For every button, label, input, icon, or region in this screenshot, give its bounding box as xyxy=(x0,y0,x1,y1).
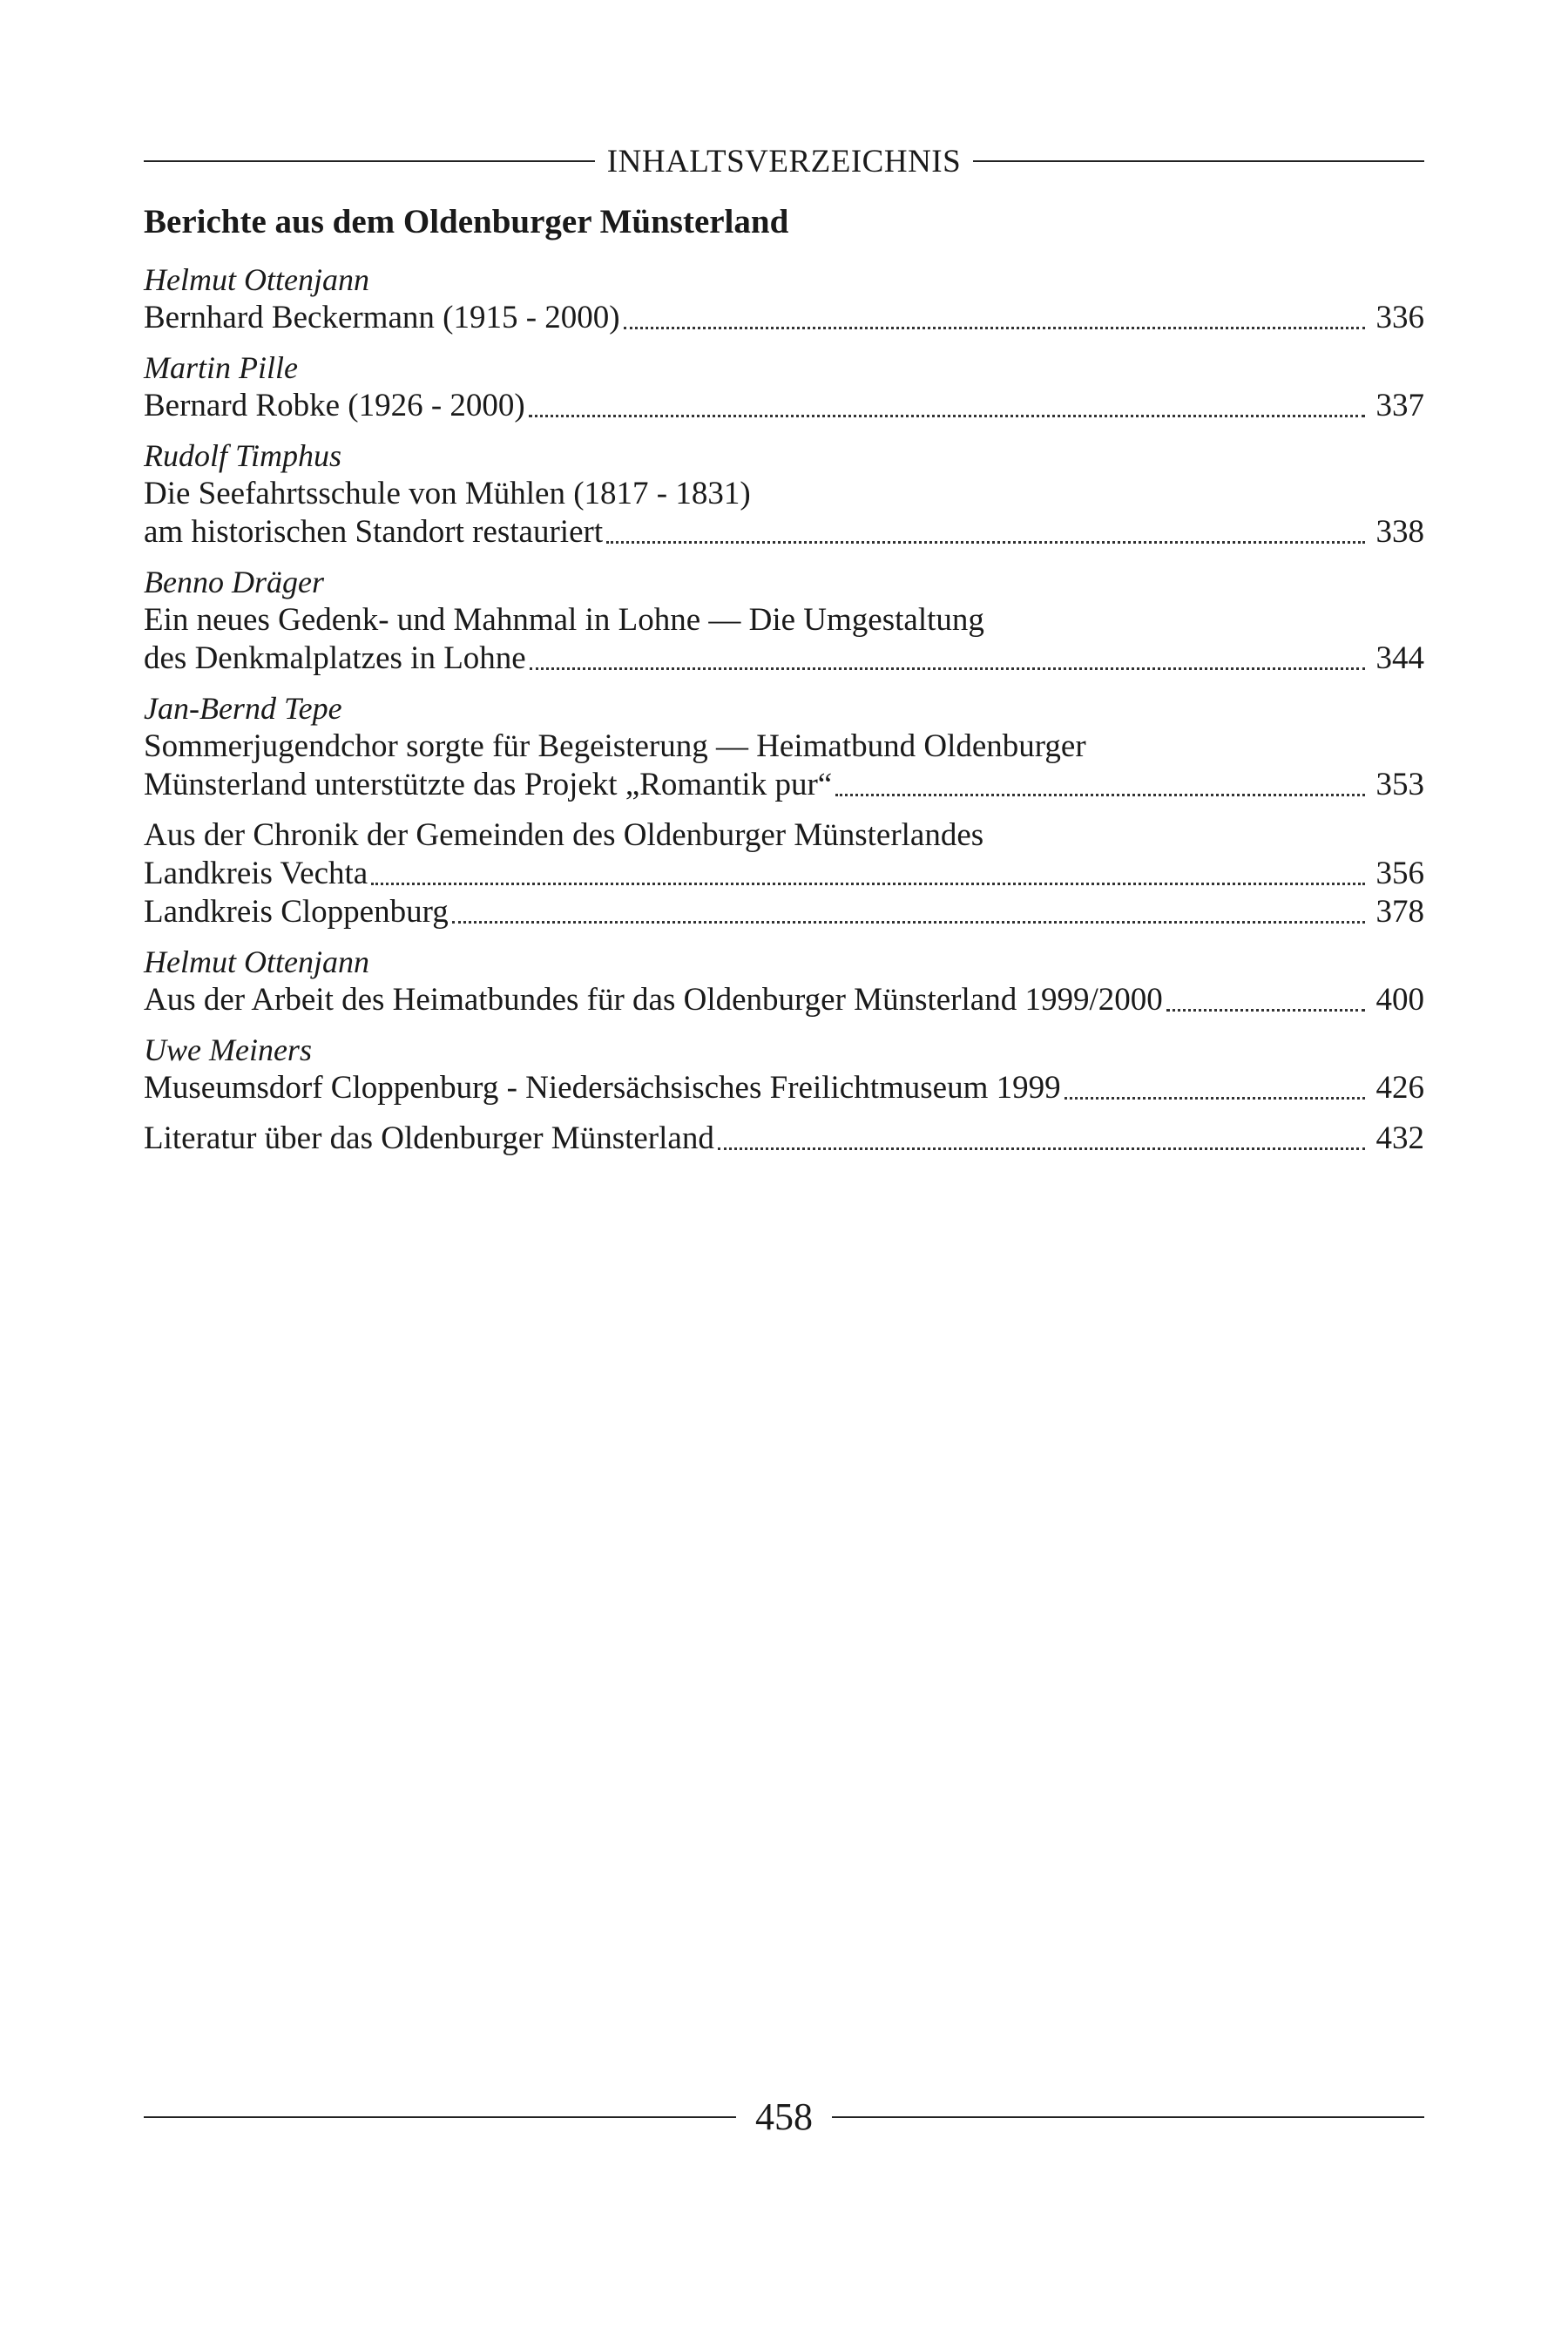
toc-entry-page: 344 xyxy=(1375,640,1424,676)
toc-entry-page: 356 xyxy=(1375,856,1424,891)
toc-entry-row xyxy=(144,1120,1424,1158)
header-rule xyxy=(144,135,1424,187)
toc-entry-title-line: Sommerjugendchor sorgte für Begeisterung — Heimatbund Oldenburger xyxy=(144,728,1086,764)
toc-entry-title: Landkreis Vechta xyxy=(144,856,368,891)
table-of-contents xyxy=(144,261,1424,1170)
dot-leader xyxy=(371,883,1365,885)
toc-entry-row xyxy=(144,855,1424,893)
toc-entry-row xyxy=(144,766,1424,804)
toc-entry-page: 378 xyxy=(1375,894,1424,930)
toc-entry-row xyxy=(144,1069,1424,1107)
dot-leader xyxy=(624,327,1365,329)
toc-entry xyxy=(144,349,1424,425)
toc-entry-author: Rudolf Timphus xyxy=(144,438,342,473)
footer-rule-left xyxy=(144,2116,736,2118)
toc-entry-author: Helmut Ottenjann xyxy=(144,262,369,297)
toc-entry xyxy=(144,437,1424,552)
toc-entry-page: 426 xyxy=(1375,1070,1424,1106)
toc-entry xyxy=(144,564,1424,678)
header-title: INHALTSVERZEICHNIS xyxy=(606,143,962,179)
toc-entry xyxy=(144,944,1424,1019)
toc-entry-author: Benno Dräger xyxy=(144,565,324,599)
toc-entry-page: 336 xyxy=(1375,300,1424,335)
toc-entry-title: Landkreis Cloppenburg xyxy=(144,894,449,930)
dot-leader xyxy=(1064,1097,1365,1100)
toc-entry-page: 337 xyxy=(1375,388,1424,423)
toc-entry-title-line: Die Seefahrtsschule von Mühlen (1817 - 1831) xyxy=(144,476,751,511)
toc-entry xyxy=(144,261,1424,337)
footer-rule-right xyxy=(832,2116,1424,2118)
toc-entry-title: Museumsdorf Cloppenburg - Niedersächsisches Freilichtmuseum 1999 xyxy=(144,1070,1061,1106)
toc-entry xyxy=(144,690,1424,804)
toc-entry-page: 353 xyxy=(1375,767,1424,802)
toc-entry-row xyxy=(144,513,1424,552)
dot-leader xyxy=(835,794,1365,796)
footer-rule xyxy=(144,2091,1424,2143)
toc-entry-title: Bernard Robke (1926 - 2000) xyxy=(144,388,525,423)
header-rule-left xyxy=(144,160,595,162)
toc-entry-author: Jan-Bernd Tepe xyxy=(144,691,342,726)
dot-leader xyxy=(606,541,1365,544)
toc-entry-title: Bernhard Beckermann (1915 - 2000) xyxy=(144,300,620,335)
toc-entry-title: am historischen Standort restauriert xyxy=(144,514,604,550)
dot-leader xyxy=(529,415,1365,417)
dot-leader xyxy=(452,921,1365,924)
dot-leader xyxy=(718,1147,1365,1150)
toc-entry-row xyxy=(144,387,1424,425)
toc-entry-title-line: Aus der Chronik der Gemeinden des Oldenburger Münsterlandes xyxy=(144,817,984,853)
toc-entry-row xyxy=(144,299,1424,337)
toc-entry-page: 338 xyxy=(1375,514,1424,550)
toc-entry xyxy=(144,1120,1424,1158)
toc-entry-row xyxy=(144,893,1424,931)
section-title: Berichte aus dem Oldenburger Münsterland xyxy=(144,203,789,240)
dot-leader xyxy=(1166,1009,1365,1012)
toc-entry-author: Uwe Meiners xyxy=(144,1032,312,1067)
page-number: 458 xyxy=(755,2095,813,2138)
toc-entry-row xyxy=(144,981,1424,1019)
header-rule-right xyxy=(973,160,1424,162)
toc-entry-title: Aus der Arbeit des Heimatbundes für das Oldenburger Münsterland 1999/2000 xyxy=(144,982,1163,1018)
toc-entry-page: 432 xyxy=(1375,1120,1424,1156)
toc-entry xyxy=(144,816,1424,931)
toc-entry-title-line: Ein neues Gedenk- und Mahnmal in Lohne — Die Umgestaltung xyxy=(144,602,984,638)
toc-entry-author: Helmut Ottenjann xyxy=(144,944,369,979)
toc-entry-author: Martin Pille xyxy=(144,350,298,385)
toc-entry-row xyxy=(144,640,1424,678)
toc-entry-title: Literatur über das Oldenburger Münsterland xyxy=(144,1120,714,1156)
toc-entry-title: des Denkmalplatzes in Lohne xyxy=(144,640,526,676)
toc-entry-title: Münsterland unterstützte das Projekt „Romantik pur“ xyxy=(144,767,833,802)
dot-leader xyxy=(530,667,1365,670)
toc-entry xyxy=(144,1032,1424,1107)
toc-entry-page: 400 xyxy=(1375,982,1424,1018)
